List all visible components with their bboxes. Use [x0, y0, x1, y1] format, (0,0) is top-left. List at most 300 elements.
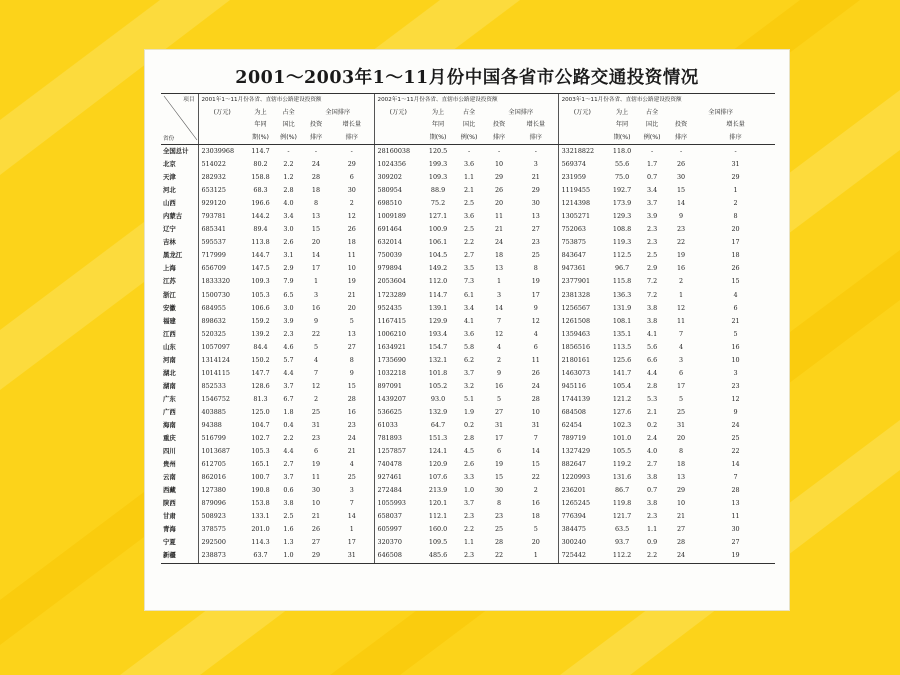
data-cell: 129.9 [428, 316, 448, 325]
data-cell: 10 [311, 499, 321, 508]
data-cell: 3.9 [283, 316, 294, 325]
data-cell: 7 [533, 434, 538, 443]
data-cell: 132.9 [428, 407, 448, 416]
data-cell: 5.8 [463, 342, 475, 351]
data-cell: 9 [349, 368, 354, 377]
data-cell: 320370 [374, 536, 422, 549]
data-cell: - [650, 147, 654, 155]
data-cell: 3.4 [463, 303, 475, 312]
table-row [161, 236, 775, 249]
data-cell: 15 [676, 186, 686, 195]
table-row [161, 406, 775, 419]
data-cell: 28 [731, 486, 740, 495]
data-cell: 2.2 [463, 238, 475, 247]
data-cell: 109.5 [428, 538, 448, 547]
data-cell: 3.8 [646, 303, 658, 312]
data-cell: 13 [311, 212, 321, 221]
header-xiangmu: 项目 [183, 97, 195, 103]
data-cell: 3.7 [283, 473, 294, 482]
data-cell: 1214398 [558, 197, 606, 210]
data-cell: 8 [679, 447, 684, 456]
data-cell: 1 [514, 549, 558, 563]
header-rank-2003: 全国排序 [708, 108, 733, 116]
province-cell: 山东 [163, 342, 176, 351]
table-row [161, 302, 775, 315]
data-cell: - [467, 147, 471, 155]
data-cell: 141.7 [612, 368, 632, 377]
data-cell: 1.0 [275, 549, 302, 563]
table-row [161, 458, 775, 471]
header-touzi-2003: 投资 [674, 121, 688, 128]
data-cell: 612705 [198, 458, 246, 471]
province-cell: 辽宁 [163, 225, 176, 234]
data-cell: 403885 [198, 406, 246, 419]
data-cell: 1057097 [198, 341, 246, 354]
data-cell: 25 [347, 473, 356, 482]
data-cell: 3.7 [463, 499, 475, 508]
data-cell: 17 [494, 434, 504, 443]
data-cell: 105.5 [612, 447, 632, 456]
data-cell: 21 [531, 173, 540, 182]
data-cell: 4 [313, 355, 319, 364]
data-cell: 2.2 [283, 160, 294, 169]
data-cell: 653125 [198, 184, 246, 197]
data-cell: 86.7 [614, 486, 630, 495]
data-cell: 2.8 [463, 434, 475, 443]
data-cell: 121.7 [612, 512, 632, 521]
data-cell: 580954 [374, 184, 422, 197]
data-cell: 28 [311, 173, 321, 182]
data-cell: 4 [679, 342, 684, 351]
data-cell: 119.2 [612, 460, 632, 469]
data-cell: 33218822 [558, 145, 606, 159]
data-cell: 8 [496, 499, 502, 508]
data-cell: 3.7 [283, 381, 294, 390]
header-weishang-2003: 为上 [615, 108, 629, 116]
data-cell: 2.5 [646, 251, 658, 260]
data-cell: 112.1 [428, 512, 448, 521]
data-cell: 17 [531, 290, 540, 299]
data-cell: 1220993 [558, 471, 606, 484]
data-cell: 6 [733, 303, 738, 312]
data-cell: 105.3 [251, 290, 270, 299]
province-cell: 宁夏 [163, 538, 176, 547]
data-cell: 150.2 [251, 355, 270, 364]
data-cell: 18 [531, 512, 540, 521]
data-cell: 113.5 [612, 342, 632, 351]
data-cell: 1634921 [374, 341, 422, 354]
scanned-document [145, 50, 789, 610]
data-cell: 25 [731, 434, 740, 443]
data-cell: 20 [531, 538, 540, 547]
data-cell: 5 [313, 342, 319, 351]
data-cell: 2.1 [463, 186, 475, 195]
data-cell: 862016 [198, 471, 246, 484]
data-cell: 5 [496, 394, 502, 403]
data-cell: 23039968 [198, 145, 246, 159]
data-cell: 113.8 [251, 238, 270, 247]
data-cell: 96.7 [614, 264, 630, 273]
data-cell: 120.5 [428, 147, 448, 155]
table-row [161, 484, 775, 497]
province-cell: 甘肃 [163, 512, 176, 521]
data-cell: 29 [494, 173, 504, 182]
table-row [161, 536, 775, 549]
data-cell: 21 [676, 512, 686, 521]
data-cell: 124.1 [428, 447, 448, 456]
data-cell: 569374 [558, 158, 606, 171]
data-cell: 15 [531, 460, 540, 469]
data-cell: 632014 [374, 236, 422, 249]
header-weishang-2001: 为上 [254, 108, 267, 116]
data-cell: 1.1 [646, 525, 658, 534]
data-cell: 10 [731, 355, 740, 364]
data-cell: 147.7 [251, 368, 270, 377]
data-cell: 27 [676, 525, 686, 534]
data-cell: 144.7 [251, 251, 270, 260]
data-cell: 23 [494, 512, 504, 521]
header-niantong-2002: 年同 [431, 121, 445, 128]
data-cell: 63.5 [614, 525, 630, 534]
data-cell: 16 [347, 407, 356, 416]
data-cell: 3.6 [463, 212, 475, 221]
data-cell: 485.6 [422, 549, 454, 563]
data-cell: 23 [531, 238, 540, 247]
data-cell: 9 [533, 303, 538, 312]
data-cell: 112.0 [428, 277, 448, 286]
investment-table [161, 93, 775, 564]
data-cell: 120.9 [428, 460, 448, 469]
table-row [161, 210, 775, 223]
data-cell: 21 [347, 447, 356, 456]
data-cell: 1500730 [198, 289, 246, 302]
data-cell: 4 [533, 329, 538, 338]
data-cell: 133.1 [251, 512, 270, 521]
data-cell: 3 [733, 368, 738, 377]
data-cell: 13 [494, 264, 504, 273]
data-cell: 106.1 [428, 238, 448, 247]
data-cell: 947361 [558, 262, 606, 275]
data-cell: - [287, 147, 290, 155]
data-cell: 108.8 [612, 225, 632, 234]
table-row [161, 367, 775, 380]
data-cell: 6 [533, 342, 538, 351]
data-cell: 93.0 [430, 394, 446, 403]
data-cell: 149.2 [428, 264, 448, 273]
data-cell: 121.2 [612, 394, 632, 403]
data-cell: 10 [494, 160, 504, 169]
data-cell: 2.8 [283, 186, 294, 195]
data-cell: 1257857 [374, 445, 422, 458]
data-cell: 4.5 [463, 447, 475, 456]
data-cell: 25 [676, 407, 686, 416]
data-cell: 61033 [374, 419, 422, 432]
data-cell: 6.1 [463, 290, 475, 299]
data-cell: 6.6 [646, 355, 658, 364]
data-cell: 879096 [198, 497, 246, 510]
data-cell: 201.0 [251, 525, 270, 534]
table-row [161, 432, 775, 445]
header-wanyuan-2002: (万元) [374, 107, 422, 120]
data-cell: 11 [311, 473, 321, 482]
header-rank-2002: 全国排序 [508, 108, 534, 116]
data-cell: 3.1 [283, 251, 294, 260]
data-cell: 378575 [198, 523, 246, 536]
data-cell: 127.6 [612, 407, 632, 416]
data-cell: 3.0 [283, 225, 294, 234]
data-cell: 5.1 [463, 394, 475, 403]
data-cell: 29 [302, 549, 330, 563]
data-cell: 3.7 [463, 368, 475, 377]
data-cell: 129.3 [612, 212, 632, 221]
data-cell: 781893 [374, 432, 422, 445]
province-cell: 云南 [163, 473, 176, 482]
data-cell: 75.0 [614, 173, 630, 182]
header-paixu2-2003: 排序 [696, 132, 775, 145]
data-cell: 105.3 [251, 447, 270, 456]
table-row [161, 315, 775, 328]
data-cell: 13 [676, 473, 686, 482]
province-cell: 浙江 [163, 290, 176, 299]
data-cell: 17 [347, 538, 356, 547]
data-cell: 7.2 [646, 277, 658, 286]
data-cell: 6.2 [463, 355, 475, 364]
data-cell: 165.1 [251, 460, 270, 469]
data-cell: 508923 [198, 510, 246, 523]
data-cell: 3.6 [463, 329, 475, 338]
table-row [161, 380, 775, 393]
data-cell: 2.3 [646, 238, 658, 247]
data-cell: 4.0 [283, 199, 294, 208]
data-cell: 2.6 [463, 460, 475, 469]
data-cell: 106.6 [251, 303, 270, 312]
data-cell: 84.4 [253, 342, 268, 351]
data-cell: 1013687 [198, 445, 246, 458]
data-cell: 1024356 [374, 158, 422, 171]
data-cell: 1265245 [558, 497, 606, 510]
data-cell: 23 [311, 434, 321, 443]
data-cell: 658037 [374, 510, 422, 523]
province-cell: 贵州 [163, 460, 176, 469]
table-row [161, 197, 775, 210]
data-cell: 5 [349, 316, 354, 325]
data-cell: 14 [311, 251, 321, 260]
data-cell: 1 [679, 290, 684, 299]
data-cell: 89.4 [253, 225, 268, 234]
data-cell: 30 [311, 486, 321, 495]
data-cell: 2.4 [646, 434, 658, 443]
data-cell: 9 [313, 316, 319, 325]
data-cell: 12 [311, 381, 321, 390]
province-cell: 全国总计 [163, 147, 189, 155]
data-cell: 1.1 [463, 538, 475, 547]
data-cell: 1 [349, 525, 354, 534]
data-cell: 19 [676, 251, 686, 260]
data-cell: 27 [311, 538, 321, 547]
header-touzi-2002: 投资 [492, 121, 506, 128]
province-cell: 山西 [163, 199, 176, 208]
data-cell: 13 [347, 329, 356, 338]
data-cell: 4.4 [646, 368, 658, 377]
data-cell: 740478 [374, 458, 422, 471]
data-cell: 2 [533, 486, 538, 495]
data-cell: 2.7 [283, 460, 294, 469]
data-cell: 1833320 [198, 275, 246, 288]
table-row [161, 275, 775, 288]
data-cell: 9 [496, 368, 502, 377]
data-cell: 31 [494, 420, 504, 429]
data-cell: 595537 [198, 236, 246, 249]
data-cell: 11 [531, 355, 540, 364]
data-cell: 112.5 [612, 251, 632, 260]
data-cell: 3.4 [283, 212, 294, 221]
data-cell: 158.8 [251, 173, 270, 182]
table-row [161, 341, 775, 354]
data-cell: 3.8 [646, 473, 658, 482]
data-cell: 114.3 [251, 538, 270, 547]
province-cell: 四川 [163, 447, 176, 456]
data-cell: 100.9 [428, 225, 448, 234]
data-cell: 17 [311, 264, 321, 273]
data-cell: 125.6 [612, 355, 632, 364]
data-cell: 30 [676, 173, 686, 182]
province-cell: 湖南 [163, 381, 176, 390]
data-cell: 4.4 [283, 447, 294, 456]
data-cell: 131.6 [612, 473, 632, 482]
data-cell: 29 [731, 173, 740, 182]
data-cell: 25 [531, 251, 540, 260]
data-cell: 882647 [558, 458, 606, 471]
data-cell: 3.8 [646, 316, 658, 325]
data-cell: 11 [676, 316, 686, 325]
data-cell: 1.0 [463, 486, 475, 495]
table-row [161, 145, 775, 159]
data-cell: 14 [531, 447, 540, 456]
data-cell: 120.1 [428, 499, 448, 508]
data-cell: 7 [349, 499, 354, 508]
data-cell: 28 [347, 394, 356, 403]
document-title: 2001～2003年1～11月份中国各省市公路交通投资情况 [235, 68, 699, 88]
data-cell: 7 [313, 368, 319, 377]
data-cell: 6 [496, 447, 502, 456]
data-cell: 13 [531, 212, 540, 221]
data-cell: 24 [494, 238, 504, 247]
data-cell: 300240 [558, 536, 606, 549]
data-cell: 2.9 [646, 264, 658, 273]
data-cell: 1.7 [646, 160, 658, 169]
data-cell: 7.3 [463, 277, 475, 286]
data-cell: 2.3 [646, 512, 658, 521]
data-cell: 272484 [374, 484, 422, 497]
data-cell: 1 [733, 186, 738, 195]
data-cell: 1439207 [374, 393, 422, 406]
data-cell: 27 [531, 225, 540, 234]
data-cell: 1 [313, 277, 319, 286]
data-cell: 605997 [374, 523, 422, 536]
data-cell: 520325 [198, 328, 246, 341]
data-cell: 536625 [374, 406, 422, 419]
data-cell: 2.7 [646, 460, 658, 469]
data-cell: 7.2 [646, 290, 658, 299]
table-row [161, 523, 775, 536]
data-cell: 21 [311, 512, 321, 521]
data-cell: 115.8 [612, 277, 632, 286]
data-cell: 14 [347, 512, 356, 521]
data-cell: 29 [676, 486, 686, 495]
data-cell: 1856516 [558, 341, 606, 354]
data-cell: 9 [733, 407, 738, 416]
data-cell: 1055993 [374, 497, 422, 510]
province-cell: 河北 [163, 186, 176, 195]
data-cell: 13 [731, 499, 740, 508]
table-row [161, 223, 775, 236]
data-cell: - [314, 147, 318, 155]
data-cell: 119.8 [612, 499, 632, 508]
data-cell: 18 [311, 186, 321, 195]
data-cell: 8 [349, 355, 354, 364]
data-cell: 3 [313, 290, 319, 299]
data-cell: 15 [311, 225, 321, 234]
data-cell: 897091 [374, 380, 422, 393]
data-cell: 2.2 [638, 549, 666, 563]
header-niantong-2001: 年同 [254, 121, 267, 128]
province-cell: 内蒙古 [163, 212, 183, 221]
data-cell: 23 [731, 381, 740, 390]
header-paixu-2003: 排序 [666, 132, 696, 145]
data-cell: 2.2 [283, 434, 294, 443]
data-cell: 94388 [198, 419, 246, 432]
data-cell: 17 [676, 381, 686, 390]
data-cell: 28 [531, 394, 540, 403]
data-cell: 75.2 [430, 199, 446, 208]
data-cell: 3.5 [463, 264, 475, 273]
data-cell: 1305271 [558, 210, 606, 223]
data-cell: 63.7 [246, 549, 275, 563]
data-cell: 102.7 [251, 434, 270, 443]
data-cell: 15 [494, 473, 504, 482]
data-cell: 2.5 [283, 512, 294, 521]
data-cell: 25 [494, 525, 504, 534]
data-cell: 4.6 [283, 342, 294, 351]
province-cell: 江苏 [163, 277, 176, 286]
data-cell: 4.1 [463, 316, 475, 325]
data-cell: 717999 [198, 249, 246, 262]
data-cell: 656709 [198, 262, 246, 275]
data-cell: 26 [347, 225, 356, 234]
data-cell: 1.1 [463, 173, 475, 182]
data-cell: 2180161 [558, 354, 606, 367]
table-row [161, 328, 775, 341]
data-cell: 1.8 [283, 407, 294, 416]
data-cell: 108.1 [612, 316, 632, 325]
data-cell: 2 [733, 199, 738, 208]
data-cell: 11 [494, 212, 504, 221]
data-cell: 101.0 [612, 434, 632, 443]
data-cell: 6.7 [283, 394, 294, 403]
data-cell: 236201 [558, 484, 606, 497]
data-cell: 2053604 [374, 275, 422, 288]
data-cell: 691464 [374, 223, 422, 236]
data-cell: 16 [676, 264, 686, 273]
header-wanyuan-2003: (万元) [558, 107, 606, 120]
data-cell: 119.3 [612, 238, 632, 247]
header-guobi-2001: 国比 [282, 121, 295, 128]
data-cell: 114.7 [251, 147, 270, 155]
data-cell: 24 [531, 381, 540, 390]
data-cell: 22 [531, 473, 540, 482]
data-cell: 107.6 [428, 473, 448, 482]
data-cell: 2.5 [463, 225, 475, 234]
